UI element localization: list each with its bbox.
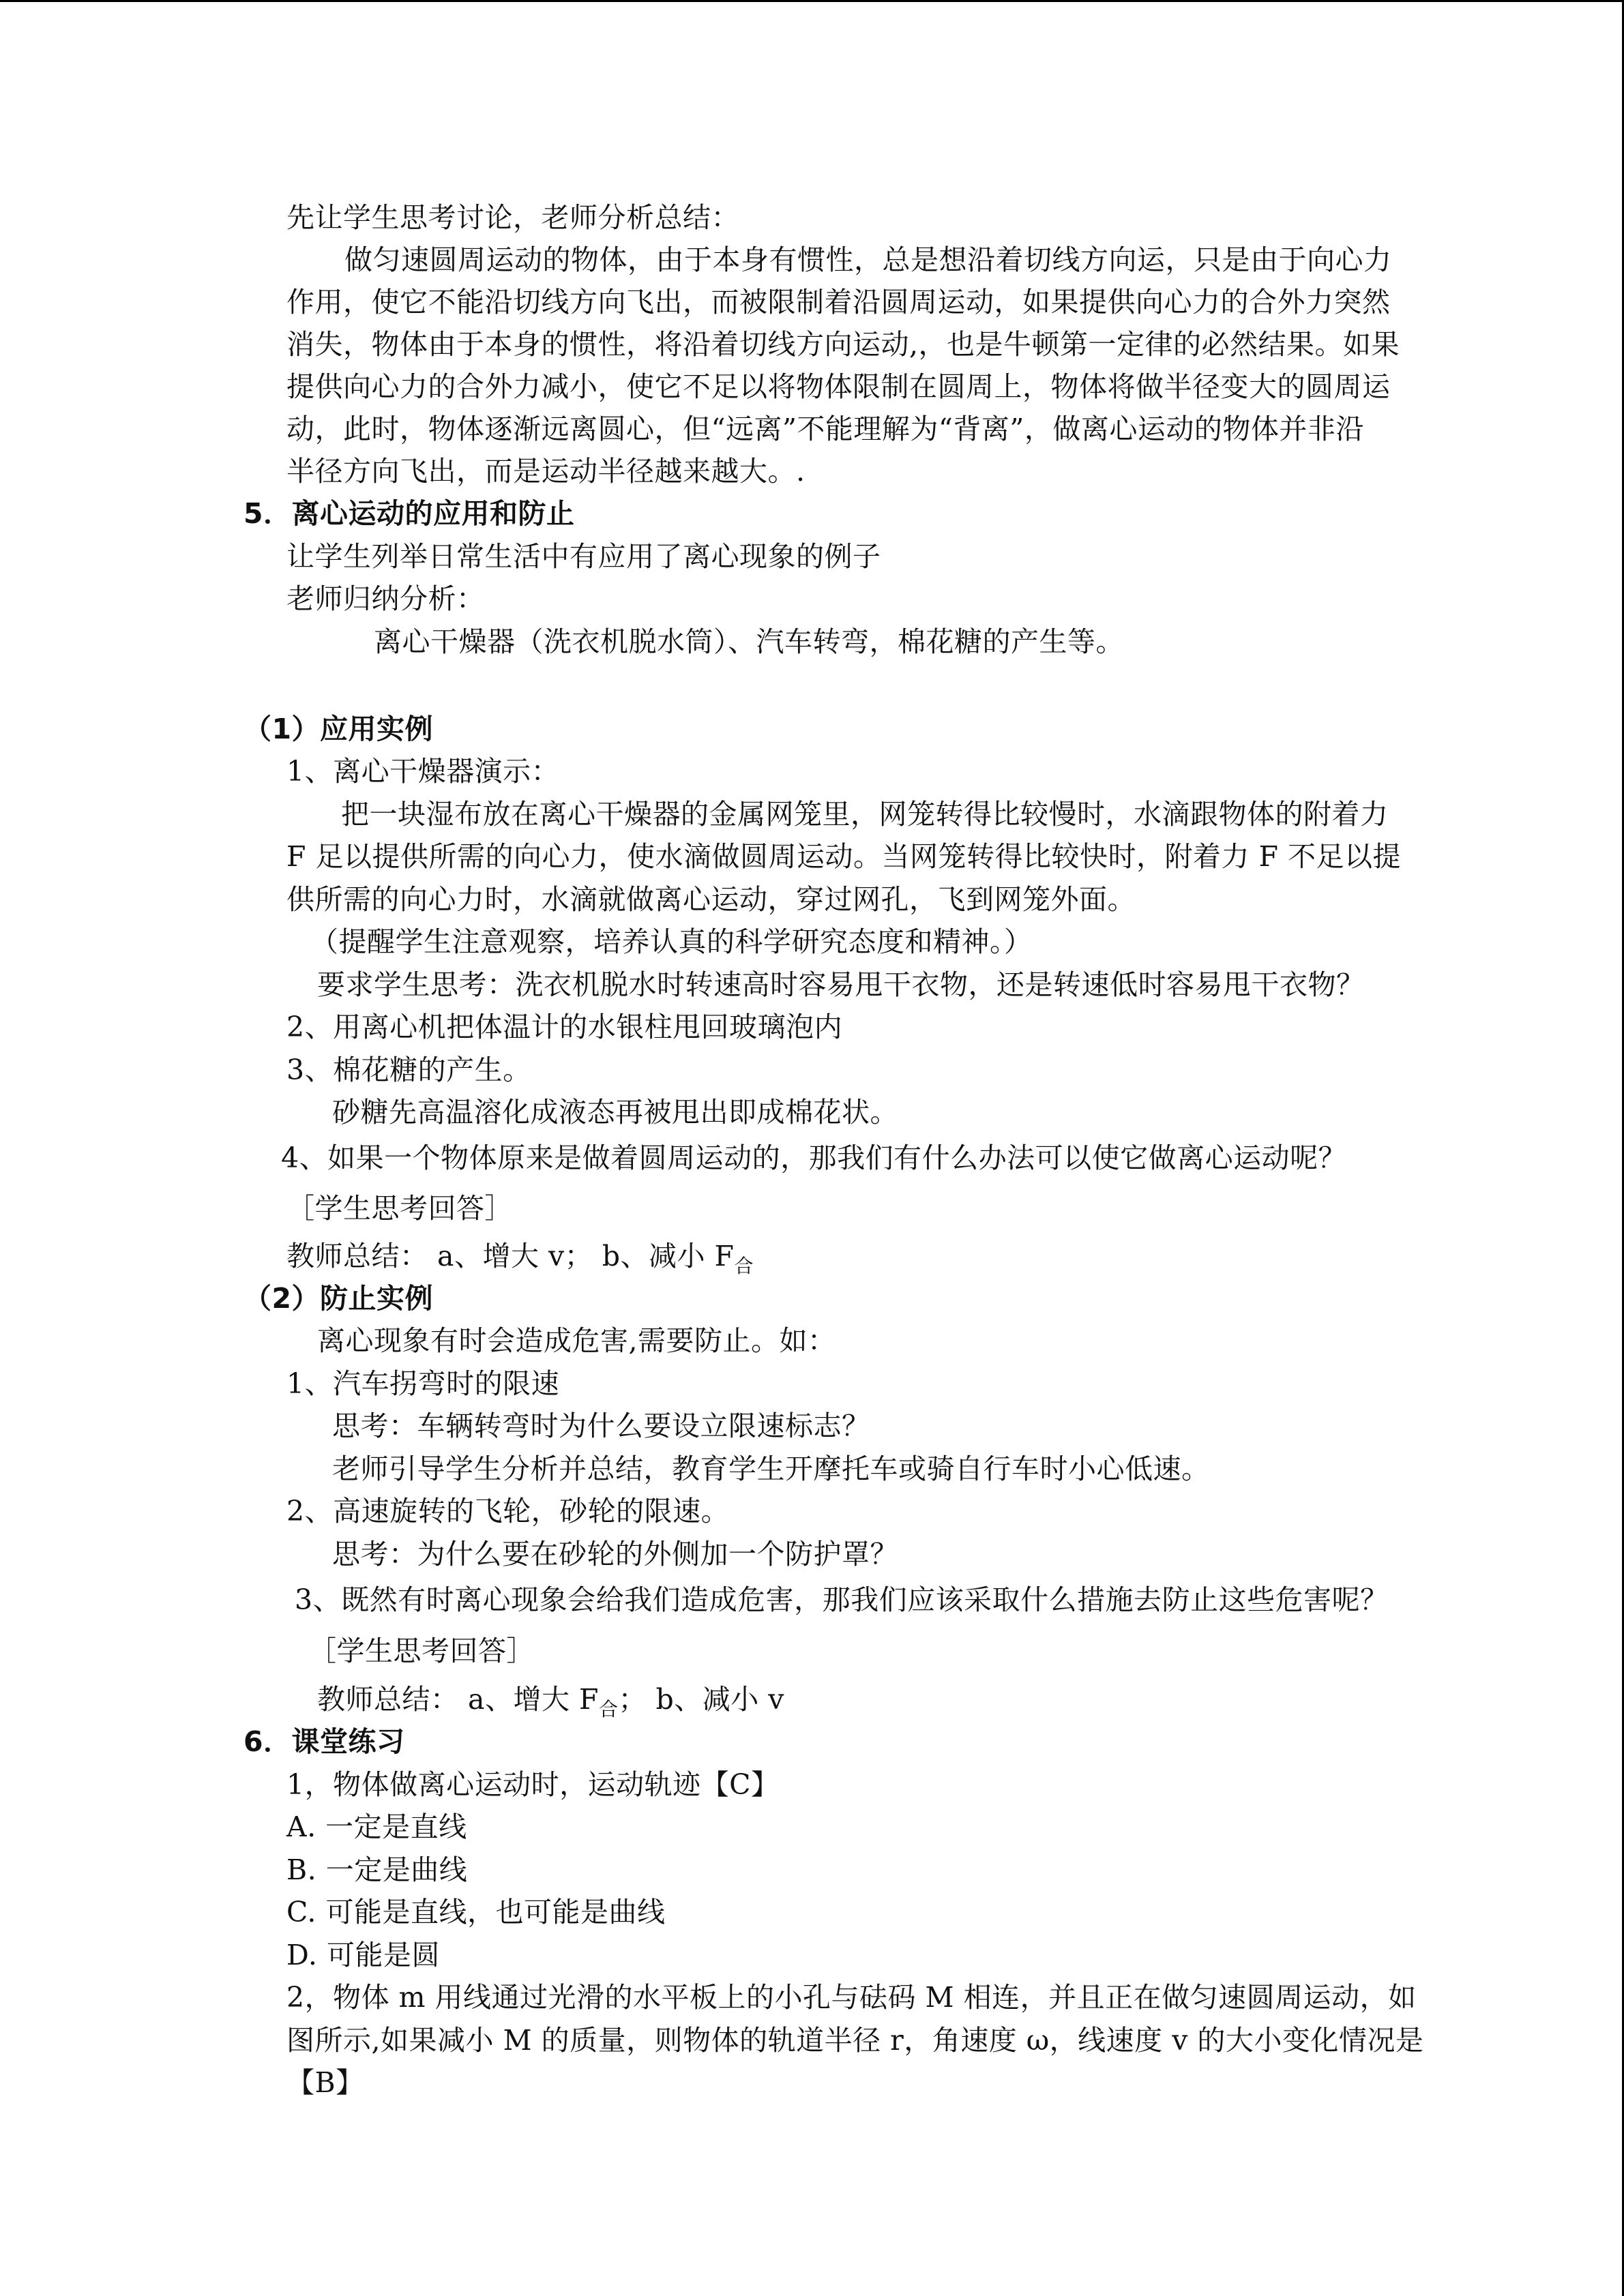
text-line: 4、如果一个物体原来是做着圆周运动的，那我们有什么办法可以使它做离心运动呢？ <box>281 1142 1347 1174</box>
subscript: 合 <box>734 1255 754 1277</box>
text-line: 2、用离心机把体温计的水银柱甩回玻璃泡内 <box>286 1011 843 1043</box>
text-line: 1、离心干燥器演示： <box>286 755 560 788</box>
text-line: 思考：车辆转弯时为什么要设立限速标志？ <box>332 1410 870 1442</box>
text-line: 2、高速旋转的飞轮，砂轮的限速。 <box>286 1495 730 1527</box>
text-line: 动，此时，物体逐渐远离圆心，但“远离”不能理解为“背离”，做离心运动的物体并非沿 <box>286 413 1364 445</box>
text-line: 要求学生思考：洗衣机脱水时转速高时容易甩干衣物，还是转速低时容易甩干衣物？ <box>317 968 1365 1001</box>
text-line: 老师引导学生分析并总结，教育学生开摩托车或骑自行车时小心低速。 <box>332 1452 1210 1485</box>
subscript: 合 <box>598 1698 619 1720</box>
option-text: B. 一定是曲线 <box>286 1853 468 1886</box>
text-line: （提醒学生注意观察，培养认真的科学研究态度和精神。） <box>310 925 1033 958</box>
text-line: 消失，物体由于本身的惯性，将沿着切线方向运动,，也是牛顿第一定律的必然结果。如果 <box>286 328 1400 361</box>
summary-text: ； b、减小 v <box>618 1683 784 1716</box>
text-line: 半径方向飞出，而是运动半径越来越大。. <box>286 455 806 488</box>
question-text: 1，物体做离心运动时，运动轨迹【C】 <box>286 1768 780 1801</box>
option-text: A. 一定是直线 <box>286 1810 467 1843</box>
text-line: 作用，使它不能沿切线方向飞出，而被限制着沿圆周运动，如果提供向心力的合外力突然 <box>286 286 1391 318</box>
text-line: F 足以提供所需的向心力，使水滴做圆周运动。当网笼转得比较快时，附着力 F 不足以提 <box>286 840 1401 873</box>
section-heading: 6．课堂练习 <box>243 1725 405 1758</box>
summary-text: 教师总结： a、增大 v； b、减小 F <box>286 1240 735 1272</box>
text-line: ［学生思考回答］ <box>308 1635 535 1667</box>
text-line: 3、棉花糖的产生。 <box>286 1054 531 1086</box>
text-line: 离心干燥器（洗衣机脱水筒）、汽车转弯，棉花糖的产生等。 <box>374 625 1124 658</box>
text-line: ［学生思考回答］ <box>286 1192 513 1225</box>
text-line <box>317 1678 784 1724</box>
text-line: 供所需的向心力时，水滴就做离心运动，穿过网孔，飞到网笼外面。 <box>286 883 1136 916</box>
subsection-heading: （2）防止实例 <box>243 1282 434 1315</box>
text-line: 让学生列举日常生活中有应用了离心现象的例子 <box>286 540 881 573</box>
text-line: 离心现象有时会造成危害,需要防止。如： <box>317 1324 836 1357</box>
text-line: 把一块湿布放在离心干燥器的金属网笼里，网笼转得比较慢时，水滴跟物体的附着力 <box>341 798 1389 831</box>
text-line: 1、汽车拐弯时的限速 <box>286 1367 560 1400</box>
section-heading: 5．离心运动的应用和防止 <box>243 497 575 530</box>
question-text: 2，物体 m 用线通过光滑的水平板上的小孔与砝码 M 相连，并且正在做匀速圆周运动，如 <box>286 1981 1417 2014</box>
answer-text: 【B】 <box>286 2066 364 2099</box>
text-line: 提供向心力的合外力减小，使它不足以将物体限制在圆周上，物体将做半径变大的圆周运 <box>286 370 1391 403</box>
option-text: C. 可能是直线，也可能是曲线 <box>286 1896 666 1928</box>
text-line: 做匀速圆周运动的物体，由于本身有惯性，总是想沿着切线方向运，只是由于向心力 <box>344 243 1392 276</box>
question-text: 图所示,如果减小 M 的质量，则物体的轨道半径 r，角速度 ω，线速度 v 的大小变化情况是 <box>286 2024 1424 2057</box>
summary-text: 教师总结： a、增大 F <box>317 1683 599 1716</box>
text-line: 先让学生思考讨论，老师分析总结： <box>286 201 739 234</box>
text-line: 老师归纳分析： <box>286 582 485 615</box>
text-line: 3、既然有时离心现象会给我们造成危害，那我们应该采取什么措施去防止这些危害呢？ <box>295 1583 1389 1616</box>
text-line <box>286 1235 754 1281</box>
text-line: 砂糖先高温溶化成液态再被甩出即成棉花状。 <box>332 1096 898 1129</box>
text-line: 思考：为什么要在砂轮的外侧加一个防护罩？ <box>332 1538 898 1570</box>
option-text: D. 可能是圆 <box>286 1939 440 1971</box>
page-top-border <box>0 0 1624 2</box>
subsection-heading: （1）应用实例 <box>243 713 434 745</box>
